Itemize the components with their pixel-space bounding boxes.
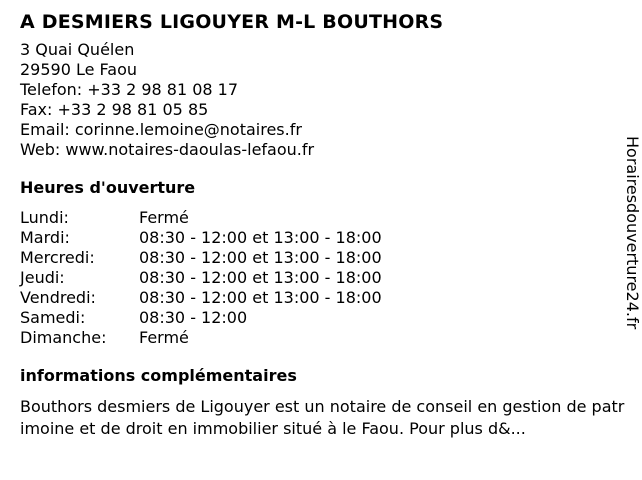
hours-row-wednesday: [20, 248, 620, 268]
fax-line: Fax: +33 2 98 81 05 85: [20, 100, 209, 119]
hours-value: 08:30 - 12:00: [139, 308, 248, 327]
day-label: Samedi:: [20, 308, 86, 327]
business-name: A DESMIERS LIGOUYER M-L BOUTHORS: [20, 11, 444, 33]
contact-block: [20, 40, 620, 160]
hours-heading: Heures d'ouverture: [20, 178, 196, 197]
hours-value: 08:30 - 12:00 et 13:00 - 18:00: [139, 288, 382, 307]
day-label: Dimanche:: [20, 328, 107, 347]
hours-row-thursday: [20, 268, 620, 288]
address-line-2: 29590 Le Faou: [20, 60, 138, 79]
web-line: Web: www.notaires-daoulas-lefaou.fr: [20, 140, 315, 159]
address-line-1: 3 Quai Quélen: [20, 40, 135, 59]
info-heading: informations complémentaires: [20, 366, 297, 385]
hours-row-sunday: [20, 328, 620, 348]
hours-value: Fermé: [139, 328, 189, 347]
hours-row-friday: [20, 288, 620, 308]
page-content: [20, 10, 625, 440]
info-description: Bouthors desmiers de Ligouyer est un notaire de conseil en gestion de patrimoine et de droit en immobilier situé à le Faou. Pour plus d&...: [20, 397, 625, 438]
day-label: Lundi:: [20, 208, 69, 227]
day-label: Jeudi:: [20, 268, 65, 287]
hours-value: 08:30 - 12:00 et 13:00 - 18:00: [139, 228, 382, 247]
day-label: Mardi:: [20, 228, 70, 247]
hours-value: 08:30 - 12:00 et 13:00 - 18:00: [139, 268, 382, 287]
hours-row-monday: [20, 208, 620, 228]
hours-row-tuesday: [20, 228, 620, 248]
hours-value: 08:30 - 12:00 et 13:00 - 18:00: [139, 248, 382, 267]
day-label: Vendredi:: [20, 288, 96, 307]
hours-value: Fermé: [139, 208, 189, 227]
phone-line: Telefon: +33 2 98 81 08 17: [20, 80, 239, 99]
email-line: Email: corinne.lemoine@notaires.fr: [20, 120, 302, 139]
hours-row-saturday: [20, 308, 620, 328]
day-label: Mercredi:: [20, 248, 95, 267]
site-watermark: Horairesdouverture24.fr: [623, 136, 642, 330]
hours-table: [20, 208, 620, 348]
